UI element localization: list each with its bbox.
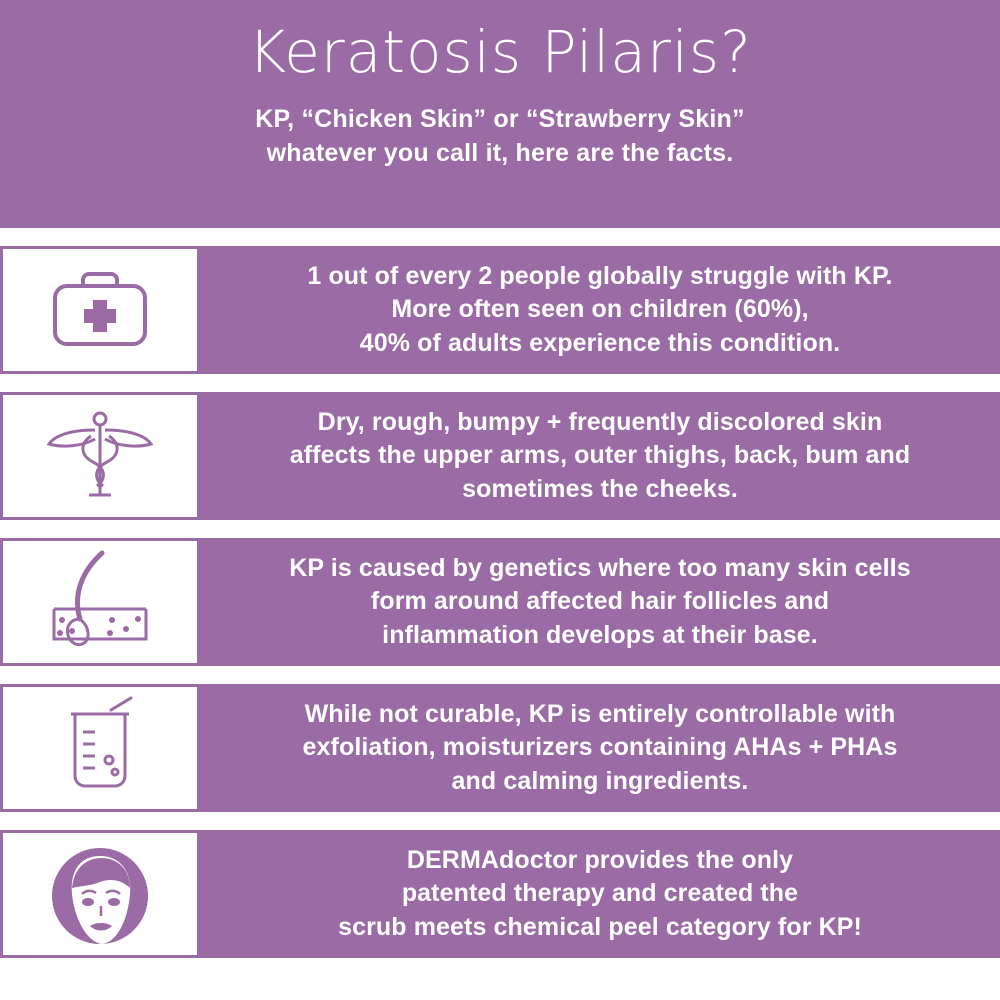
- fact-line: 1 out of every 2 people globally struggle with KP.: [307, 262, 893, 291]
- hair-follicle-icon: [0, 538, 200, 666]
- fact-text-cell: [200, 246, 1000, 374]
- medical-bag-icon: [0, 246, 200, 374]
- fact-row: [0, 246, 1000, 374]
- header-subtitle: [0, 103, 1000, 171]
- spacer: [0, 666, 1000, 684]
- beaker-icon: [0, 684, 200, 812]
- fact-text-cell: [200, 538, 1000, 666]
- fact-line: More often seen on children (60%),: [391, 295, 809, 324]
- fact-line: sometimes the cheeks.: [462, 474, 738, 503]
- fact-text: [338, 844, 862, 944]
- fact-line: DERMAdoctor provides the only: [406, 846, 794, 875]
- fact-row: [0, 538, 1000, 666]
- fact-text: [303, 698, 898, 798]
- fact-line: While not curable, KP is entirely controllable with: [304, 700, 896, 729]
- fact-line: inflammation develops at their base.: [382, 620, 818, 649]
- fact-text: [289, 552, 910, 652]
- spacer: [0, 228, 1000, 246]
- fact-row: [0, 684, 1000, 812]
- fact-line: KP is caused by genetics where too many skin cells: [289, 554, 911, 583]
- fact-text-cell: [200, 684, 1000, 812]
- woman-face-icon: [0, 830, 200, 958]
- header-subtitle-line-2: whatever you call it, here are the facts.: [266, 138, 734, 167]
- fact-text: [307, 260, 892, 360]
- fact-line: form around affected hair follicles and: [370, 587, 830, 616]
- fact-line: and calming ingredients.: [451, 766, 749, 795]
- spacer: [0, 812, 1000, 830]
- fact-line: scrub meets chemical peel category for KP!: [338, 912, 862, 941]
- header-banner: [0, 0, 1000, 228]
- fact-line: exfoliation, moisturizers containing AHAs + PHAs: [302, 733, 898, 762]
- caduceus-icon: [0, 392, 200, 520]
- fact-line: patented therapy and created the: [401, 879, 799, 908]
- fact-text: [290, 406, 911, 506]
- fact-line: Dry, rough, bumpy + frequently discolored skin: [317, 408, 883, 437]
- fact-line: affects the upper arms, outer thighs, back, bum and: [289, 441, 911, 470]
- fact-text-cell: [200, 830, 1000, 958]
- fact-line: 40% of adults experience this condition.: [359, 328, 841, 357]
- page-title: Keratosis Pilaris?: [248, 18, 752, 86]
- fact-text-cell: [200, 392, 1000, 520]
- spacer: [0, 520, 1000, 538]
- fact-rows: [0, 246, 1000, 958]
- fact-row: [0, 830, 1000, 958]
- spacer: [0, 374, 1000, 392]
- fact-row: [0, 392, 1000, 520]
- header-subtitle-line-1: KP, “Chicken Skin” or “Strawberry Skin”: [255, 104, 745, 133]
